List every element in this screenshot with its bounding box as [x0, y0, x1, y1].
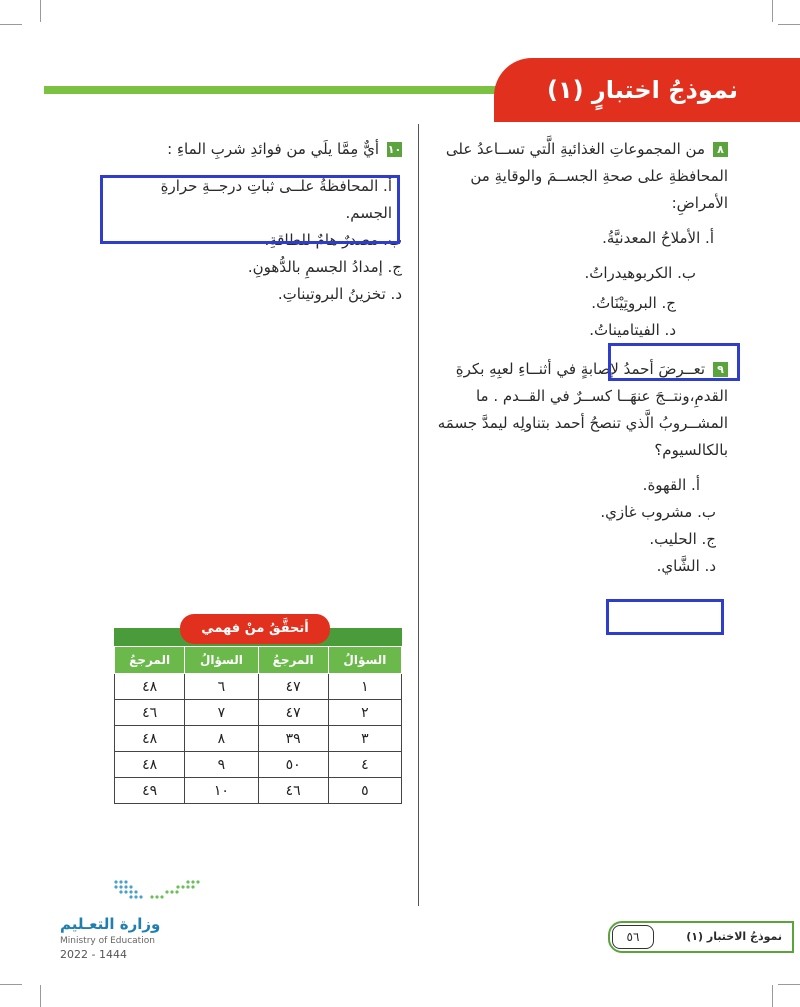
table-row — [115, 726, 402, 752]
q10-option-d: د. تخزينُ البروتيناتِ. — [277, 285, 402, 303]
question-8-text: من المجموعاتِ الغذائيةِ الَّتي تســاعدُ على المحافظةِ على صحةِ الجســمَ والوقايةِ من الأمراضِ: — [445, 140, 728, 212]
question-10-stem — [94, 136, 402, 163]
q10-option-b: ب. مصدرٌ هامٌ للطاقةِ. — [264, 231, 402, 249]
page-number: ٥٦ — [612, 925, 654, 949]
q8-option-a: أ. الأملاحُ المعدنيَّةُ. — [602, 229, 714, 247]
table-row — [115, 674, 402, 700]
table-cell: ٤٨ — [115, 752, 185, 778]
table-cell: ٦ — [185, 674, 258, 700]
self-check-grid — [114, 646, 402, 804]
q8-option-b: ب. الكربوهيدراتُ. — [584, 264, 696, 282]
self-check-title: أتحقَّقُ منْ فهمي — [180, 614, 330, 644]
crop-mark — [772, 0, 773, 22]
table-cell: ٢ — [328, 700, 401, 726]
column-header: السؤالُ — [328, 647, 401, 674]
crop-mark — [772, 985, 773, 1007]
table-cell: ٣٩ — [258, 726, 328, 752]
table-row — [115, 778, 402, 804]
question-9-text: تعــرضَ أحمدُ لإصابةٍ في أثنــاءِ لعبِهِ بكرةِ القدمِ،ونتــجَ عنهَــا كســرٌ في القــدم . ما المشــروبُ الَّذي تنصحُ أحمد بتناولِه ليمدَّ جسمَه بالكالسيوم؟ — [437, 360, 728, 459]
crop-mark — [40, 985, 41, 1007]
q9-option-d: د. الشَّاي. — [656, 557, 716, 575]
question-number-badge: ١٠ — [387, 143, 402, 156]
edition-year: 2022 - 1444 — [60, 948, 127, 961]
self-check-header-bar — [114, 621, 402, 646]
q9-option-c: ج. الحليب. — [649, 530, 716, 548]
page-title: نموذجُ اختبارٍ (١) — [546, 76, 738, 104]
table-cell: ١٠ — [185, 778, 258, 804]
question-number-badge: ٨ — [713, 142, 728, 157]
table-row — [115, 700, 402, 726]
q8-option-c: ج. البروتِيْنَاتُ. — [591, 294, 676, 312]
q10-option-a: أ. المحافظةُ علــى ثباتِ درجــةِ حرارةِ الجسم. — [160, 177, 392, 222]
ministry-name-english: Ministry of Education — [60, 936, 155, 946]
table-cell: ٤ — [328, 752, 401, 778]
ministry-name-arabic: وزارة التعـليم — [60, 915, 161, 933]
table-cell: ٥٠ — [258, 752, 328, 778]
table-cell: ١ — [328, 674, 401, 700]
column-header: المرجعُ — [258, 647, 328, 674]
column-header: السؤالُ — [185, 647, 258, 674]
table-cell: ٤٩ — [115, 778, 185, 804]
crop-mark — [778, 24, 800, 25]
table-cell: ٧ — [185, 700, 258, 726]
answer-highlight-q9 — [606, 599, 724, 635]
footer-label: نموذجُ الاختبار (١) — [686, 930, 782, 943]
answer-highlight-q8 — [608, 343, 740, 381]
header-rule — [44, 86, 564, 94]
table-cell: ٤٦ — [258, 778, 328, 804]
crop-mark — [0, 24, 22, 25]
crop-mark — [778, 984, 800, 985]
table-cell: ٥ — [328, 778, 401, 804]
question-8 — [436, 136, 728, 344]
table-cell: ٤٧ — [258, 700, 328, 726]
ministry-logo-icon — [112, 878, 202, 900]
table-cell: ٩ — [185, 752, 258, 778]
question-9 — [436, 356, 728, 580]
self-check-table — [114, 621, 402, 804]
crop-mark — [40, 0, 41, 22]
question-number-badge: ٩ — [713, 362, 728, 377]
crop-mark — [0, 984, 22, 985]
q10-option-c: ج. إمدادُ الجسمِ بالدُّهونِ. — [247, 258, 402, 276]
table-header-row — [115, 647, 402, 674]
table-row — [115, 752, 402, 778]
table-cell: ٤٧ — [258, 674, 328, 700]
answer-highlight-q10 — [100, 175, 400, 244]
q9-option-a: أ. القهوة. — [642, 476, 700, 494]
question-8-stem — [436, 136, 728, 217]
question-10-text: أيٌّ مِمَّا يلَي من فوائدِ شربِ الماءِ : — [167, 140, 379, 158]
table-cell: ٤٨ — [115, 674, 185, 700]
table-cell: ٤٦ — [115, 700, 185, 726]
column-divider — [418, 124, 419, 906]
q8-option-d: د. الفيتاميناتُ. — [589, 321, 676, 339]
q9-option-b: ب. مشروب غازي. — [600, 503, 716, 521]
table-cell: ٤٨ — [115, 726, 185, 752]
column-header: المرجعُ — [115, 647, 185, 674]
table-cell: ٣ — [328, 726, 401, 752]
table-cell: ٨ — [185, 726, 258, 752]
